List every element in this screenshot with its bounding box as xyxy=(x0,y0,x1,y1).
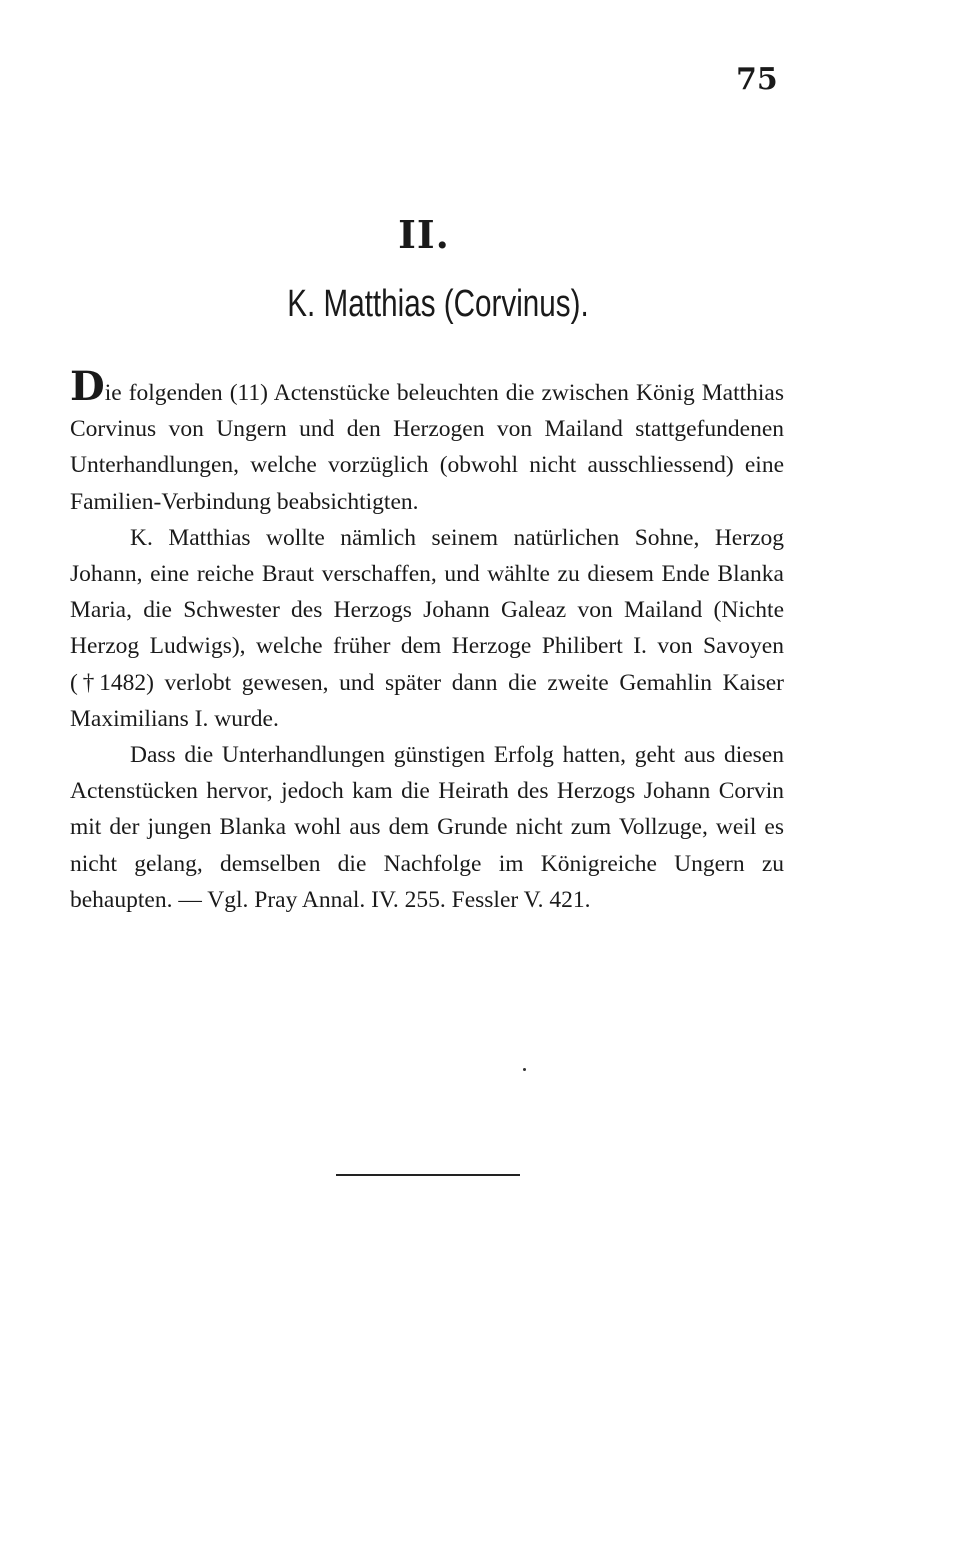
paragraph-3: Dass die Unterhandlungen günstigen Erfolg hatten, geht aus diesen Actenstücken hervor, jedoch kam die Heirath des Herzogs Johann Corvin mit der jungen Blanka wohl aus dem Grunde nicht zum Vollzuge, weil es nicht gelang, demselben die Nachfolge im Königreiche Ungern zu behaupten. — Vgl. Pray Annal. IV. 255. Fessler V. 421. xyxy=(70,742,784,913)
speck-mark xyxy=(523,1068,526,1071)
page-number: 75 xyxy=(736,62,778,97)
end-rule xyxy=(336,1174,520,1176)
paragraph-1-text: ie folgenden (11) Actenstücke beleuchten die zwischen König Matthias Corvinus von Ungern und den Herzogen von Mailand stattgefundenen Unterhandlungen, welche vorzüglich (obwohl nicht ausschliessend) eine Familien-Verbindung beabsichtigten. xyxy=(70,380,784,515)
chapter-title: K. Matthias (Corvinus). xyxy=(287,283,589,325)
paragraph-1 xyxy=(70,363,784,520)
body-text xyxy=(70,363,784,918)
section-number: II. xyxy=(398,212,450,257)
drop-cap: D xyxy=(70,363,105,410)
paragraph-2: K. Matthias wollte nämlich seinem natürlichen Sohne, Herzog Johann, eine reiche Braut verschaffen, und wählte zu diesem Ende Blanka Maria, die Schwester des Herzogs Johann Galeaz von Mailand (Nichte Herzog Ludwigs), welche früher dem Herzoge Philibert I. von Savoyen (†1482) verlobt gewesen, und später dann die zweite Gemahlin Kaiser Maximilians I. wurde. xyxy=(70,524,784,732)
